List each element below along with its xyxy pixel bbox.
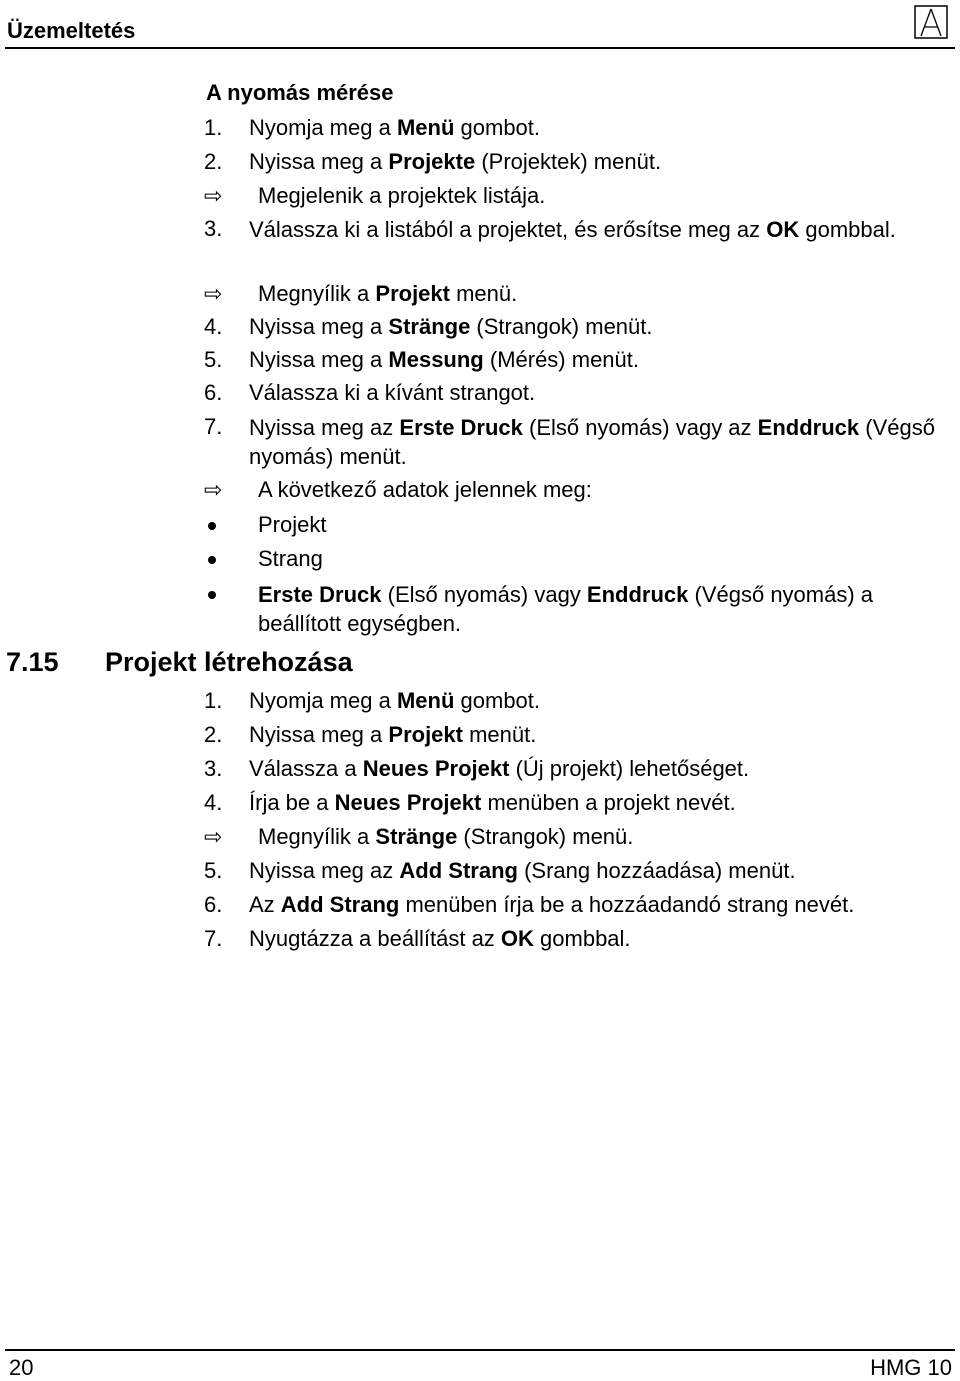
hollow-arrow-icon: ⇨: [204, 281, 223, 306]
step-number: 2.: [204, 149, 223, 174]
footer-divider: [5, 1349, 955, 1351]
bullet-text: Erste Druck (Első nyomás) vagy Enddruck (Végső nyomás) a beállított egységben.: [258, 582, 874, 636]
bullet-text: Strang: [258, 546, 323, 571]
section-heading: [6, 647, 353, 678]
bullet-dot-icon: [204, 545, 216, 573]
hollow-arrow-icon: ⇨: [204, 824, 223, 849]
step-number: 3.: [204, 216, 223, 241]
step-text: Nyissa meg a Messung (Mérés) menüt.: [249, 347, 640, 372]
bullet-dot-icon: [204, 580, 216, 608]
step-number: 1.: [204, 688, 223, 713]
step-text: Nyissa meg a Projekt menüt.: [249, 722, 537, 747]
step-number: 4.: [204, 790, 223, 815]
step-number: 6.: [204, 380, 223, 405]
page-number: 20: [9, 1355, 34, 1380]
step-text: Nyomja meg a Menü gombot.: [249, 115, 541, 140]
step-text: Válassza a Neues Projekt (Új projekt) lehetőséget.: [249, 756, 750, 781]
section-number: 7.15: [6, 647, 59, 677]
step-number: 2.: [204, 722, 223, 747]
hollow-arrow-icon: ⇨: [204, 183, 223, 208]
triangle-a-logo-icon: [914, 5, 948, 39]
step-number: 5.: [204, 858, 223, 883]
page-header-title: Üzemeltetés: [7, 18, 136, 43]
step-text: Nyissa meg az Add Strang (Srang hozzáadása) menüt.: [249, 858, 796, 883]
step-text: Írja be a Neues Projekt menüben a projekt nevét.: [249, 790, 736, 815]
bullet-dot-icon: [204, 511, 216, 539]
step-number: 1.: [204, 115, 223, 140]
result-text: Megjelenik a projektek listája.: [258, 183, 546, 208]
step-text: Nyugtázza a beállítást az OK gombbal.: [249, 926, 631, 951]
product-name: HMG 10: [870, 1355, 952, 1380]
step-text: Nyissa meg a Projekte (Projektek) menüt.: [249, 149, 662, 174]
result-text: A következő adatok jelennek meg:: [258, 477, 592, 502]
result-text: Megnyílik a Stränge (Strangok) menü.: [258, 824, 634, 849]
bullet-text: Projekt: [258, 512, 327, 537]
step-text: Nyomja meg a Menü gombot.: [249, 688, 541, 713]
step-text: Az Add Strang menüben írja be a hozzáadandó strang nevét.: [249, 892, 855, 917]
step-number: 7.: [204, 926, 223, 951]
step-number: 4.: [204, 314, 223, 339]
hollow-arrow-icon: ⇨: [204, 477, 223, 502]
step-number: 7.: [204, 414, 223, 439]
step-text: Nyissa meg az Erste Druck (Első nyomás) vagy az Enddruck (Végső nyomás) menüt.: [249, 415, 935, 469]
section-title: Projekt létrehozása: [105, 647, 353, 677]
header-divider: [5, 47, 955, 49]
step-text: Válassza ki a listából a projektet, és erősítse meg az OK gombbal.: [249, 217, 896, 242]
step-text: Válassza ki a kívánt strangot.: [249, 380, 536, 405]
step-number: 6.: [204, 892, 223, 917]
step-number: 3.: [204, 756, 223, 781]
result-text: Megnyílik a Projekt menü.: [258, 281, 518, 306]
step-number: 5.: [204, 347, 223, 372]
subsection-title: A nyomás mérése: [206, 80, 394, 105]
step-text: Nyissa meg a Stränge (Strangok) menüt.: [249, 314, 653, 339]
